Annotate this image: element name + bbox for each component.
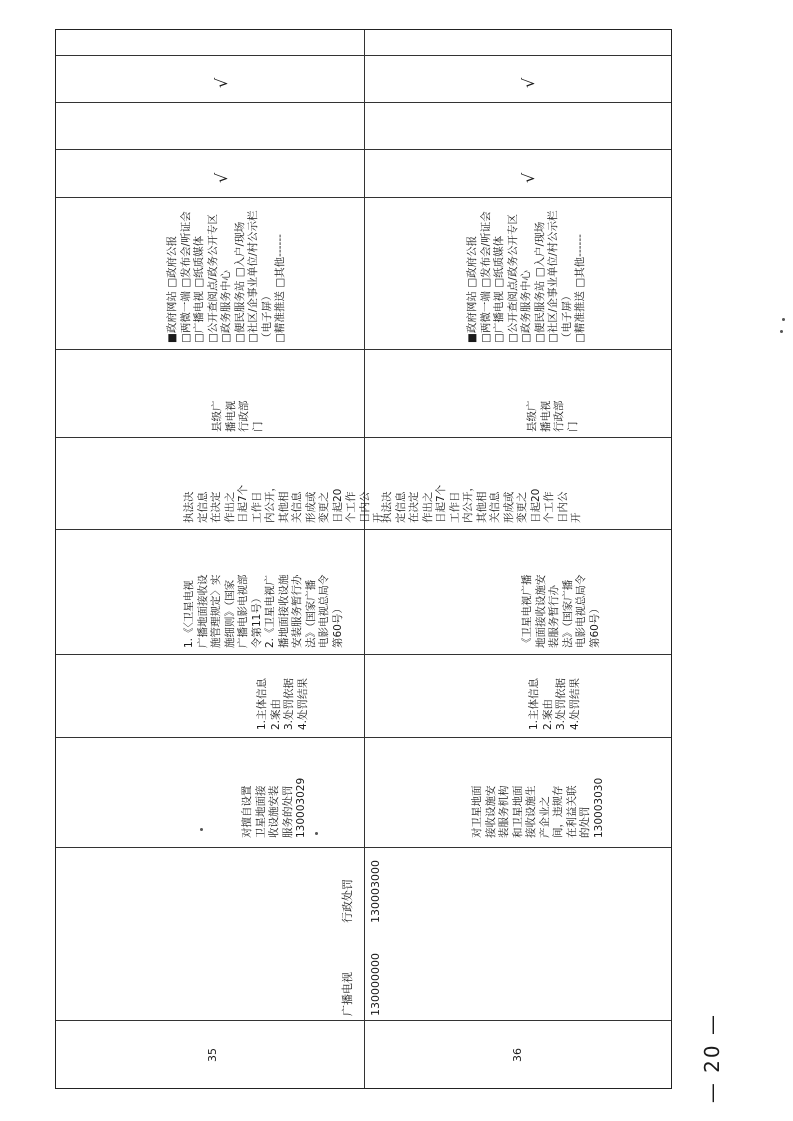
content-list: 1.主体信息 2.案由 3.处罚依据 4.处罚结果 xyxy=(256,677,309,730)
check-mark: √ xyxy=(212,172,231,183)
action-code: 130003000 xyxy=(369,860,382,923)
category-code: 130000000 xyxy=(369,953,382,1016)
scan-speck xyxy=(315,832,318,835)
check-mark: √ xyxy=(212,77,231,88)
page-number: — 20 — xyxy=(700,1013,724,1104)
action-type-label: 行政处罚 xyxy=(341,879,354,923)
row-seq: 36 xyxy=(511,1048,524,1062)
scan-speck xyxy=(200,828,203,831)
legal-basis: 1.《〈卫星电视 广播地面接收设 施管理规定〉实 施细则》（国家 广播电影电视部 令第11号） 2.《卫星电视广 播地面接收设施 安装服务暂行办 法》（国家广播 电影电视总局令 第60号） xyxy=(183,574,344,648)
row-seq: 35 xyxy=(206,1048,219,1062)
check-mark: √ xyxy=(519,172,538,183)
item-name: 对卫星地面 接收设施安 装服务机构 和卫星地面 接收设施生 产企业之 间，违规存 在利益关联 的处罚 130003030 xyxy=(471,777,605,838)
disclosure-table xyxy=(55,29,672,1089)
disclosure-timing: 执法决 定信息 在决定 作出之 日起7个 工作日 内公开， 其他相 关信息 形成或 变更之 日起20 个工作 日内公 开 xyxy=(381,481,582,523)
disclosure-timing: 执法决 定信息 在决定 作出之 日起7个 工作日 内公开， 其他相 关信息 形成或 变更之 日起20 个工作 日内公 开 xyxy=(183,481,384,523)
item-name: 对擅自设置 卫星地面接 收设施安装 服务的处罚 130003029 xyxy=(241,777,307,838)
disclosure-subject: 县级广 播电视 行政部 门 xyxy=(211,400,264,432)
disclosure-subject: 县级广 播电视 行政部 门 xyxy=(526,400,579,432)
content-list: 1.主体信息 2.案由 3.处罚依据 4.处罚结果 xyxy=(528,677,581,730)
channel-list: ■政府网站 □政府公报 □两微一端 □发布会/听证会 □广播电视 □纸质媒体 □公开查阅点/政务公开专区 □政务服务中心 □便民服务站 □入户/现场 □社区/企事业单位/村公示栏 （电子屏） □精准推送 □其他------ xyxy=(466,210,586,343)
scan-speck xyxy=(782,318,785,321)
channel-list: ■政府网站 □政府公报 □两微一端 □发布会/听证会 □广播电视 □纸质媒体 □公开查阅点/政务公开专区 □政务服务中心 □便民服务站 □入户/现场 □社区/企事业单位/村公示栏 （电子屏） □精准推送 □其他------ xyxy=(166,210,286,343)
scan-speck xyxy=(780,330,783,333)
legal-basis: 《卫星电视广播 地面接收设施安 装服务暂行办 法》（国家广播 电影电视总局令 第60号） xyxy=(521,574,601,648)
row-divider xyxy=(364,30,365,1088)
category-label: 广播电视 xyxy=(341,972,354,1016)
check-mark: √ xyxy=(519,77,538,88)
